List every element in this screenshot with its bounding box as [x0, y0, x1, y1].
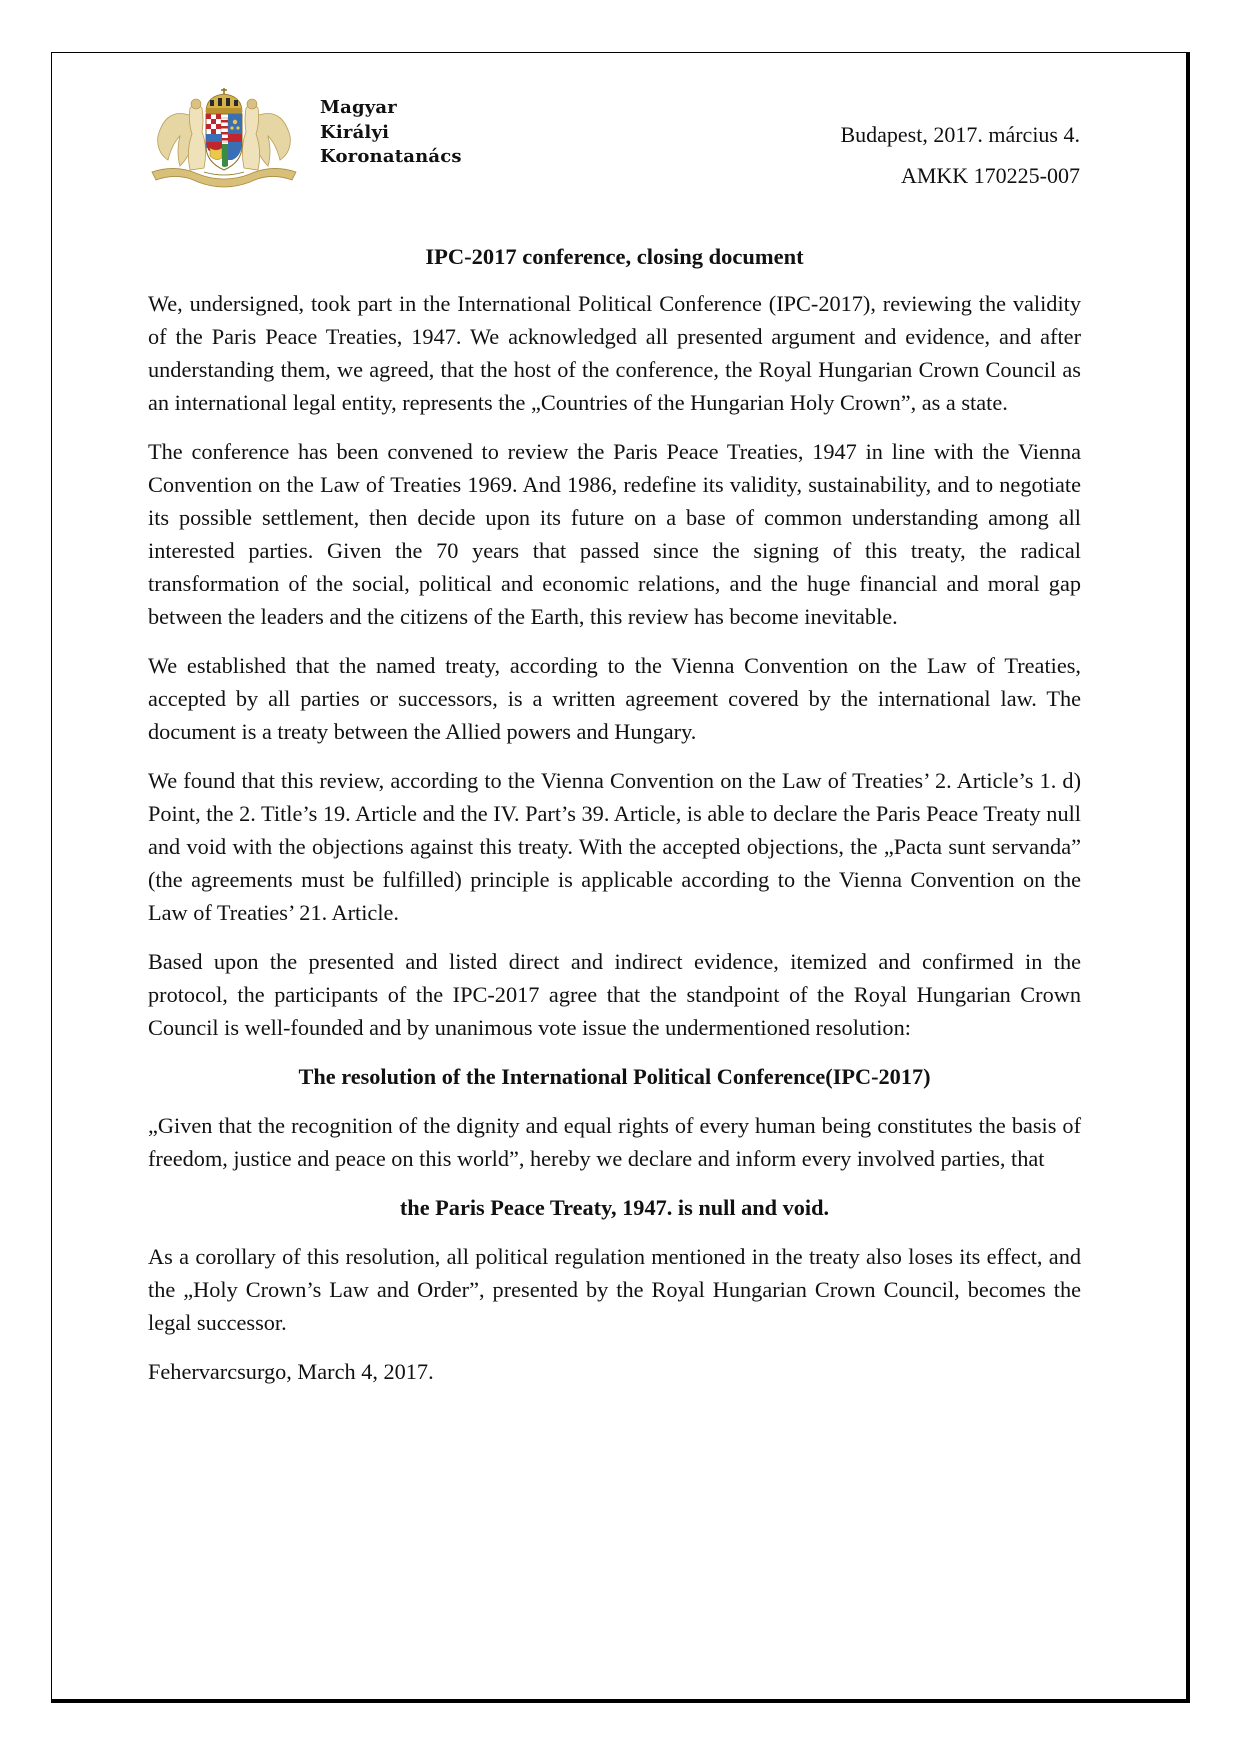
- paragraph: We, undersigned, took part in the International Political Conference (IPC-2017), reviewing the validity of the Paris Peace Treaties, 1947. We acknowledged all presented argument and evidence, and after understanding them, we agreed, that the host of the conference, the Royal Hungarian Crown Council as an international legal entity, represents the „Countries of the Hungarian Holy Crown”, as a state.: [148, 291, 1081, 415]
- corollary-paragraph: As a corollary of this resolution, all political regulation mentioned in the treaty also loses its effect, and the „Holy Crown’s Law and Order”, presented by the Royal Hungarian Crown Council, becomes the legal successor.: [148, 1244, 1081, 1335]
- resolution-quote: „Given that the recognition of the dignity and equal rights of every human being constitutes the basis of freedom, justice and peace on this world”, hereby we declare and inform every involved parties, that: [148, 1113, 1081, 1171]
- coat-of-arms-icon: [146, 86, 302, 192]
- organization-name: [320, 96, 462, 170]
- paragraph: We found that this review, according to the Vienna Convention on the Law of Treaties’ 2. Article’s 1. d) Point, the 2. Title’s 19. Article and the IV. Part’s 39. Article, is able to declare the Paris Peace Treaty null and void with the objections against this treaty. With the accepted objections, the „Pacta sunt servanda” (the agreements must be fulfilled) principle is applicable according to the Vienna Convention on the Law of Treaties’ 21. Article.: [148, 768, 1081, 925]
- organization-name-line: Koronatanács: [320, 146, 462, 167]
- document-body: [148, 240, 1081, 1404]
- place-date: Budapest, 2017. március 4.: [840, 122, 1080, 147]
- signature-place-date: Fehervarcsurgo, March 4, 2017.: [148, 1359, 434, 1384]
- reference-number: AMKK 170225-007: [900, 163, 1080, 188]
- paragraph: Based upon the presented and listed direct and indirect evidence, itemized and confirmed in the protocol, the participants of the IPC-2017 agree that the standpoint of the Royal Hungarian Crown Council is well-founded and by unanimous vote issue the undermentioned resolution:: [148, 949, 1081, 1040]
- organization-name-line: Magyar: [320, 97, 397, 118]
- paragraph: We established that the named treaty, according to the Vienna Convention on the Law of Treaties, accepted by all parties or successors, is a written agreement covered by the international law. The document is a treaty between the Allied powers and Hungary.: [148, 653, 1081, 744]
- declaration: the Paris Peace Treaty, 1947. is null and void.: [399, 1195, 830, 1220]
- resolution-heading: The resolution of the International Political Conference(IPC-2017): [298, 1064, 931, 1089]
- paragraph: The conference has been convened to review the Paris Peace Treaties, 1947 in line with the Vienna Convention on the Law of Treaties 1969. And 1986, redefine its validity, sustainability, and to negotiate its possible settlement, then decide upon its future on a base of common understanding among all interested parties. Given the 70 years that passed since the signing of this treaty, the radical transformation of the social, political and economic relations, and the huge financial and moral gap between the leaders and the citizens of the Earth, this review has become inevitable.: [148, 439, 1081, 629]
- document-meta: [840, 114, 1080, 196]
- document-title: IPC-2017 conference, closing document: [425, 244, 804, 269]
- organization-name-line: Királyi: [320, 121, 390, 143]
